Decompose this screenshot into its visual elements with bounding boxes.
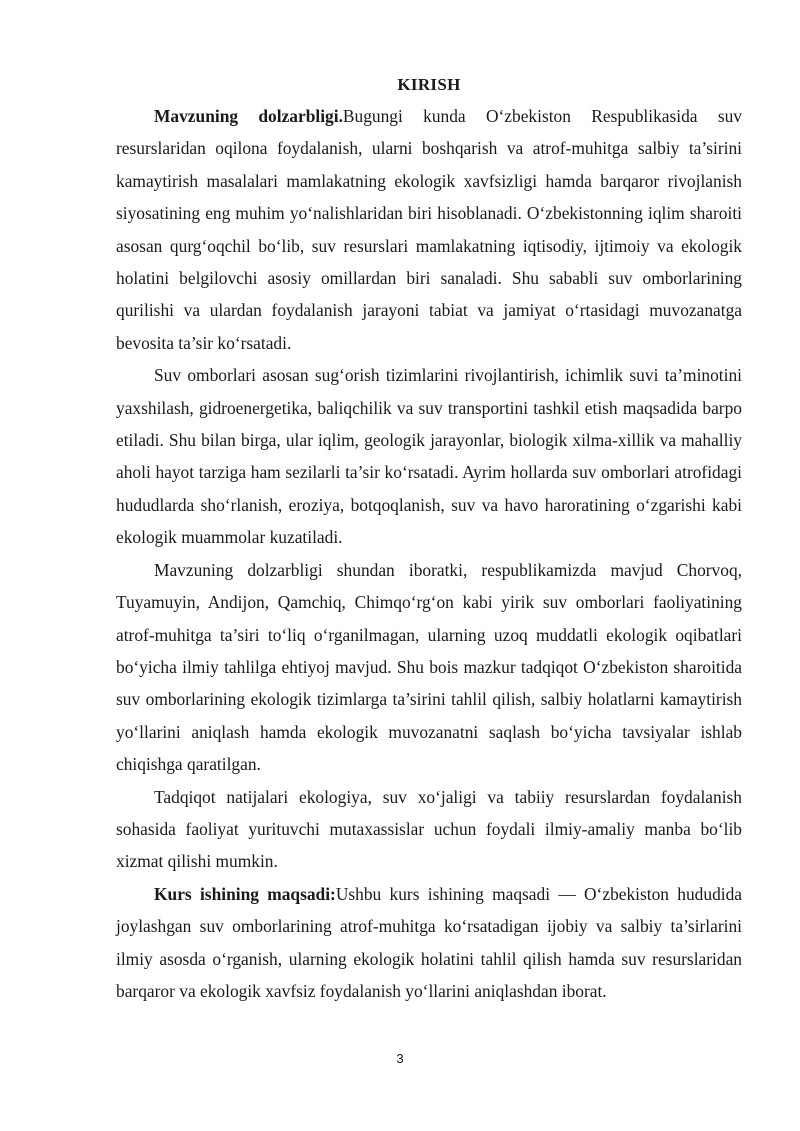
paragraph-reservoirs xyxy=(116,359,742,553)
paragraph-text: Suv omborlari asosan sug‘orish tizimlarini rivojlantirish, ichimlik suvi ta’minotini yaxshilash, gidroenergetika, baliqchilik va suv transportini tashkil etish maqsadida barpo etiladi. Shu bilan birga, ular iqlim, geologik jarayonlar, biologik xilma-xillik va mahalliy aholi hayot tarziga ham sezilarli ta’sir ko‘rsatadi. Ayrim hollarda suv omborlari atrofidagi hududlarda sho‘rlanish, eroziya, botqoqlanish, suv va havo haroratining o‘zgarishi kabi ekologik muammolar kuzatiladi. xyxy=(116,365,742,548)
paragraph-results xyxy=(116,781,742,878)
paragraph-lead: Mavzuning dolzarbligi. xyxy=(154,106,343,126)
paragraph-relevance xyxy=(116,100,742,359)
section-title: KIRISH xyxy=(397,75,461,94)
page-number: 3 xyxy=(396,1051,404,1066)
paragraph-lead: Kurs ishining maqsadi: xyxy=(154,883,336,904)
document-page xyxy=(116,64,742,1007)
paragraph-goal xyxy=(116,878,742,1008)
paragraph-text: Bugungi kunda O‘zbekiston Respublikasida suv resurslaridan oqilona foydalanish, ularni boshqarish va atrof-muhitga salbiy ta’sirini kamaytirish masalalari mamlakatning ekologik xavfsizligi hamda barqaror rivojlanish siyosatining eng muhim yo‘nalishlaridan biri hisoblanadi. O‘zbekistonning iqlim sharoiti asosan qurg‘oqchil bo‘lib, suv resurslari mamlakatning iqtisodiy, ijtimoiy va ekologik holatini belgilovchi asosiy omillardan biri sanaladi. Shu sababli suv omborlarining qurilishi va ulardan foydalanish jarayoni tabiat va jamiyat o‘rtasidagi muvozanatga bevosita ta’sir ko‘rsatadi. xyxy=(116,106,742,353)
paragraph-text: Tadqiqot natijalari ekologiya, suv xo‘jaligi va tabiiy resurslardan foydalanish sohasida faoliyat yurituvchi mutaxassislar uchun foydali ilmiy-amaliy manba bo‘lib xizmat qilishi mumkin. xyxy=(116,786,742,872)
paragraph-relevance-detail xyxy=(116,554,742,781)
paragraph-text: Mavzuning dolzarbligi shundan iboratki, respublikamizda mavjud Chorvoq, Tuyamuyin, Andijon, Qamchiq, Chimqo‘rg‘on kabi yirik suv omborlari faoliyatining atrof-muhitga ta’siri to‘liq o‘rganilmagan, ularning uzoq muddatli ekologik oqibatlari bo‘yicha ilmiy tahlilga ehtiyoj mavjud. Shu bois mazkur tadqiqot O‘zbekiston sharoitida suv omborlarining ekologik tizimlarga ta’sirini tahlil qilish, salbiy holatlarni kamaytirish yo‘llarini aniqlash hamda ekologik muvozanatni saqlash bo‘yicha tavsiyalar ishlab chiqishga qaratilgan. xyxy=(116,559,742,775)
paragraph-text: Ushbu kurs ishining maqsadi — O‘zbekiston hududida joylashgan suv omborlarining atrof-muhitga ko‘rsatadigan ijobiy va salbiy ta’sirlarini ilmiy asosda o‘rganish, ularning ekologik holatini tahlil qilish hamda suv resurslaridan barqaror va ekologik xavfsiz foydalanish yo‘llarini aniqlashdan iborat. xyxy=(116,883,743,1001)
